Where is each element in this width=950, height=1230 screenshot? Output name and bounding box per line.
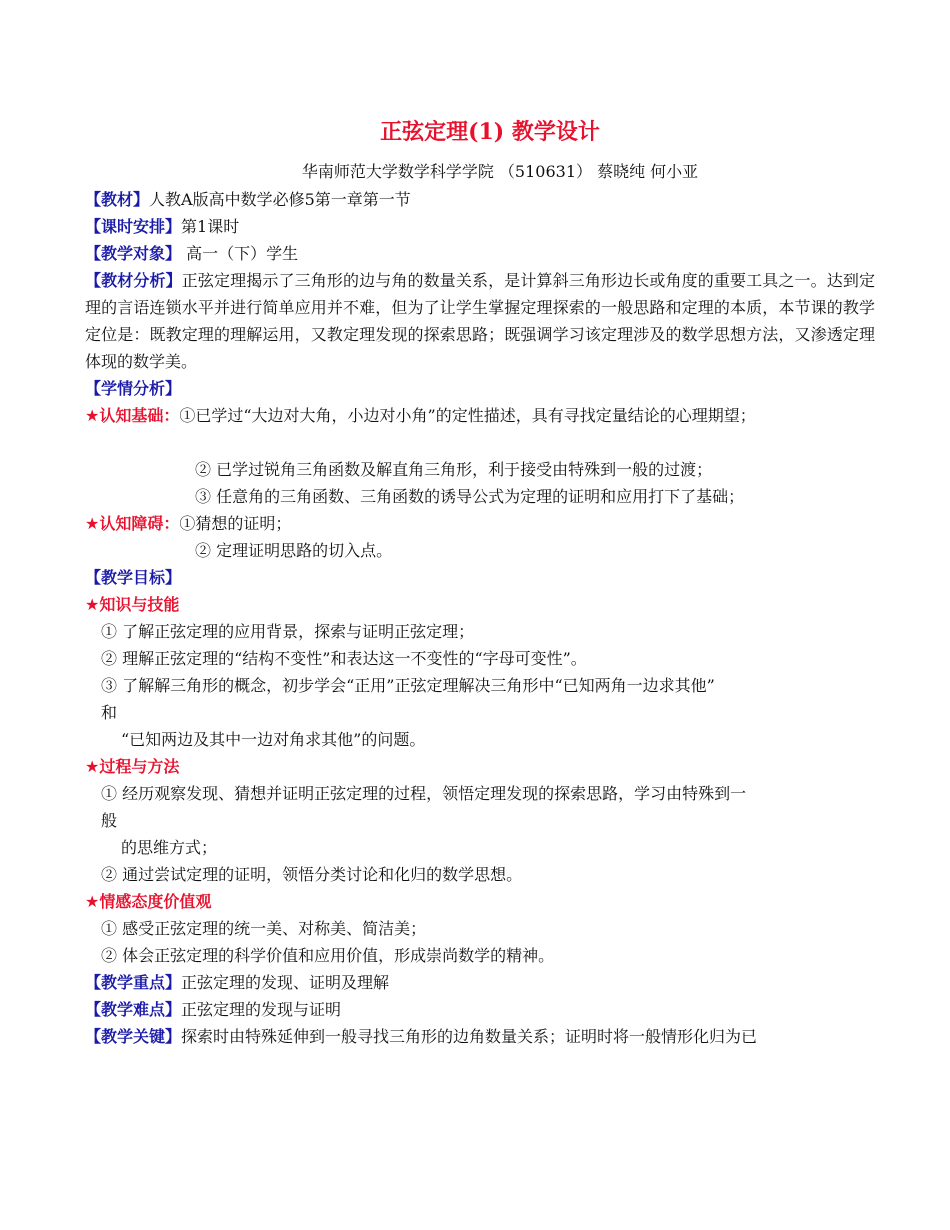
process-label: ★过程与方法: [85, 757, 180, 776]
textbook-row: [85, 186, 875, 213]
crux-text: 探索时由特殊延伸到一般寻找三角形的边角数量关系；证明时将一般情形化归为已: [181, 1027, 758, 1046]
knowledge-item-1: ① 了解正弦定理的应用背景，探索与证明正弦定理；: [101, 622, 475, 641]
basis-row-1: [85, 402, 875, 429]
emotion-item-1: ① 感受正弦定理的统一美、对称美、简洁美；: [101, 919, 427, 938]
author-line: 华南师范大学数学科学学院 （510631） 蔡晓纯 何小亚: [301, 162, 699, 181]
process-item-2: ② 通过尝试定理的证明，领悟分类讨论和化归的数学思想。: [101, 865, 523, 884]
goals-label: 【教学目标】: [85, 568, 182, 587]
document-title: 正弦定理(1) 教学设计: [380, 119, 600, 145]
knowledge-item-3a: ③ 了解解三角形的概念，初步学会“正用”正弦定理解决三角形中“已知两角一边求其他”: [101, 676, 715, 695]
emotion-heading: [85, 888, 875, 915]
schedule-label: 【课时安排】: [85, 217, 182, 236]
basis-item-2: ② 已学过锐角三角函数及解直角三角形，利于接受由特殊到一般的过渡；: [195, 460, 713, 479]
goals-heading: [85, 564, 875, 591]
spacer: [85, 429, 875, 456]
audience-row: [85, 240, 875, 267]
obstacle-item-2: ② 定理证明思路的切入点。: [195, 541, 393, 560]
knowledge-item-3c: “已知两边及其中一边对角求其他”的问题。: [121, 730, 426, 749]
crux-row: [85, 1023, 875, 1050]
analysis-label: 【教材分析】: [85, 271, 182, 290]
process-heading: [85, 753, 875, 780]
audience-text: 高一（下）学生: [181, 244, 299, 263]
key-text: 正弦定理的发现、证明及理解: [181, 973, 390, 992]
knowledge-label: ★知识与技能: [85, 595, 180, 614]
difficulty-text: 正弦定理的发现与证明: [181, 1000, 342, 1019]
document-page: [85, 112, 875, 1050]
emotion-item-2: ② 体会正弦定理的科学价值和应用价值，形成崇尚数学的精神。: [101, 946, 555, 965]
process-item-1c: 的思维方式；: [121, 838, 218, 857]
basis-item-1: ①已学过“大边对大角，小边对小角”的定性描述，具有寻找定量结论的心理期望；: [179, 406, 756, 425]
obstacle-row-1: [85, 510, 875, 537]
obstacle-label: ★认知障碍：: [85, 514, 180, 533]
key-row: [85, 969, 875, 996]
student-label: 【学情分析】: [85, 379, 182, 398]
difficulty-row: [85, 996, 875, 1023]
textbook-text: 人教A版高中数学必修5第一章第一节: [149, 190, 411, 209]
knowledge-heading: [85, 591, 875, 618]
difficulty-label: 【教学难点】: [85, 1000, 182, 1019]
crux-label: 【教学关键】: [85, 1027, 182, 1046]
basis-label: ★认知基础：: [85, 406, 180, 425]
basis-item-3: ③ 任意角的三角函数、三角函数的诱导公式为定理的证明和应用打下了基础；: [195, 487, 745, 506]
process-item-1b: 般: [101, 811, 118, 830]
analysis-paragraph: [85, 267, 875, 375]
knowledge-item-3b: 和: [101, 703, 118, 722]
key-label: 【教学重点】: [85, 973, 182, 992]
textbook-label: 【教材】: [85, 190, 150, 209]
student-heading: [85, 375, 875, 402]
analysis-text: 正弦定理揭示了三角形的边与角的数量关系，是计算斜三角形边长或角度的重要工具之一。达到定理的言语连锁水平并进行简单应用并不难，但为了让学生掌握定理探索的一般思路和定理的本质，本节课的教学定位是：既教定理的理解运用，又教定理发现的探索思路；既强调学习该定理涉及的数学思想方法，又渗透定理体现的数学美。: [85, 271, 875, 371]
schedule-row: [85, 213, 875, 240]
audience-label: 【教学对象】: [85, 244, 182, 263]
process-item-1a: ① 经历观察发现、猜想并证明正弦定理的过程，领悟定理发现的探索思路，学习由特殊到一: [101, 784, 747, 803]
emotion-label: ★情感态度价值观: [85, 892, 212, 911]
obstacle-item-1: ①猜想的证明；: [179, 514, 292, 533]
knowledge-item-2: ② 理解正弦定理的“结构不变性”和表达这一不变性的“字母可变性”。: [101, 649, 587, 668]
schedule-text: 第1课时: [181, 217, 240, 236]
